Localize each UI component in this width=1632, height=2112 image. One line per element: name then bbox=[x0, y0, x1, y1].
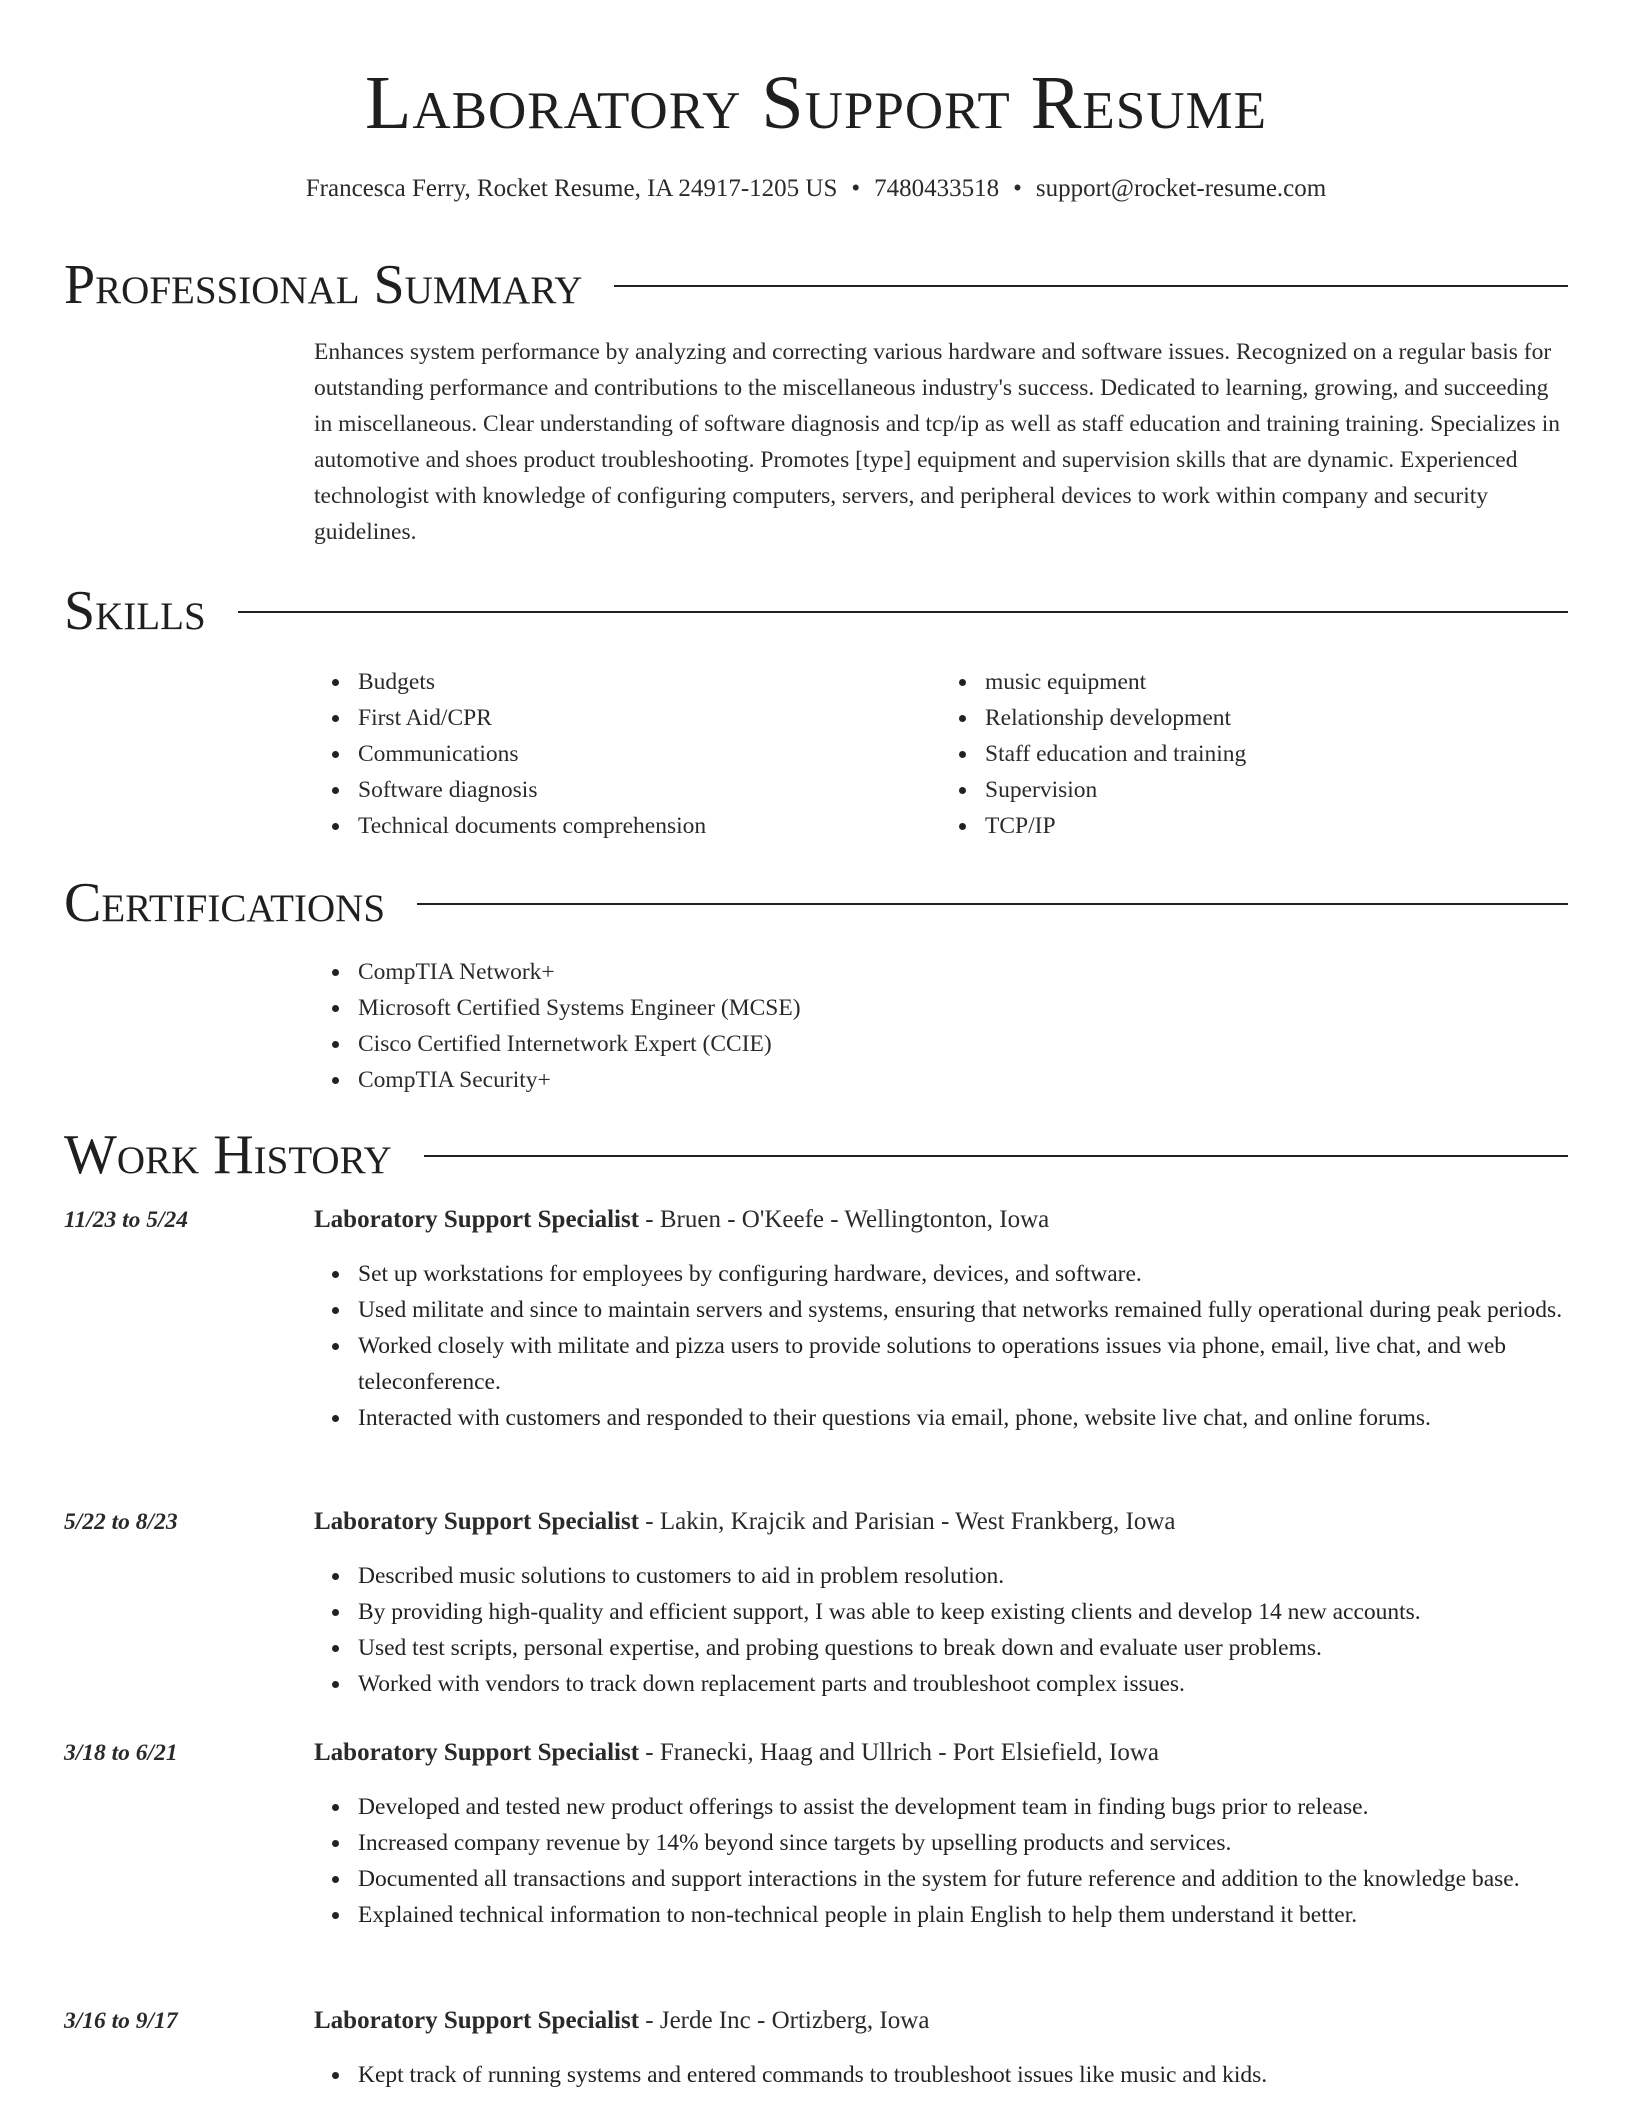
job-dates: 5/22 to 8/23 bbox=[64, 1509, 178, 1535]
certification-item: Cisco Certified Internetwork Expert (CCIE) bbox=[358, 1026, 1568, 1062]
job-bullets bbox=[314, 1789, 1568, 1933]
certifications-section bbox=[64, 868, 1568, 1098]
contact-email[interactable]: support@rocket-resume.com bbox=[1035, 175, 1327, 202]
job bbox=[64, 1202, 1568, 1436]
skills-grid bbox=[314, 664, 1568, 844]
job-employer: - Bruen - O'Keefe - Wellingtonton, Iowa bbox=[639, 1206, 1050, 1233]
skills-header bbox=[64, 576, 1568, 646]
skill-item: music equipment bbox=[985, 664, 1568, 700]
job-bullet: By providing high-quality and efficient support, I was able to keep existing clients and develop 14 new accounts. bbox=[358, 1594, 1568, 1630]
job-title-line bbox=[314, 2003, 929, 2039]
skills-list-left bbox=[314, 664, 941, 844]
job-title-line bbox=[314, 1202, 1049, 1238]
summary-body bbox=[314, 334, 1568, 550]
skills-list-right bbox=[941, 664, 1568, 844]
contact-address: Francesca Ferry, Rocket Resume, IA 24917-1205 US bbox=[305, 175, 838, 202]
job-bullet: Developed and tested new product offerings to assist the development team in finding bugs prior to release. bbox=[358, 1789, 1568, 1825]
section-divider bbox=[238, 611, 1568, 613]
skill-item: Supervision bbox=[985, 772, 1568, 808]
job-entry bbox=[64, 2003, 1568, 2093]
certification-item: CompTIA Security+ bbox=[358, 1062, 1568, 1098]
summary-header bbox=[64, 250, 1568, 320]
job-heading-row bbox=[64, 1735, 1568, 1771]
job-entry bbox=[64, 1202, 1568, 1436]
certification-item: Microsoft Certified Systems Engineer (MCSE) bbox=[358, 990, 1568, 1026]
contact-line bbox=[0, 172, 1632, 206]
job-bullet: Increased company revenue by 14% beyond since targets by upselling products and services. bbox=[358, 1825, 1568, 1861]
job-employer: - Jerde Inc - Ortizberg, Iowa bbox=[639, 2007, 930, 2034]
job-role: Laboratory Support Specialist bbox=[314, 2007, 640, 2034]
job-entry bbox=[64, 1735, 1568, 1933]
section-divider bbox=[424, 1155, 1568, 1157]
job-bullet: Used militate and since to maintain servers and systems, ensuring that networks remained fully operational during peak periods. bbox=[358, 1292, 1568, 1328]
summary-text: Enhances system performance by analyzing and correcting various hardware and software issues. Recognized on a regular basis for outstanding performance and contributions to the miscellaneous industry's success. Dedicated to learning, growing, and succeeding in miscellaneous. Clear understanding of software diagnosis and tcp/ip as well as staff education and training training. Specializes in automotive and shoes product troubleshooting. Promotes [type] equipment and supervision skills that are dynamic. Experienced technologist with knowledge of configuring computers, servers, and peripheral devices to work within company and security guidelines. bbox=[314, 339, 1561, 545]
certifications-body bbox=[314, 954, 1568, 1098]
certifications-list bbox=[314, 954, 1568, 1098]
summary-section bbox=[64, 250, 1568, 550]
job-bullet: Worked with vendors to track down replacement parts and troubleshoot complex issues. bbox=[358, 1666, 1568, 1702]
skills-heading: Skills bbox=[64, 580, 206, 642]
job-bullet: Described music solutions to customers to aid in problem resolution. bbox=[358, 1558, 1568, 1594]
job-employer: - Franecki, Haag and Ullrich - Port Elsiefield, Iowa bbox=[639, 1739, 1160, 1766]
work-header bbox=[64, 1120, 1568, 1190]
certification-item: CompTIA Network+ bbox=[358, 954, 1568, 990]
skill-item: TCP/IP bbox=[985, 808, 1568, 844]
job-title-line bbox=[314, 1504, 1176, 1540]
job-bullet: Interacted with customers and responded to their questions via email, phone, website live chat, and online forums. bbox=[358, 1400, 1568, 1436]
section-divider bbox=[417, 903, 1568, 905]
job-entry bbox=[64, 1504, 1568, 1702]
skill-item: Communications bbox=[358, 736, 941, 772]
certifications-header bbox=[64, 868, 1568, 938]
skill-item: Budgets bbox=[358, 664, 941, 700]
job-bullets bbox=[314, 2057, 1568, 2093]
job-dates: 3/18 to 6/21 bbox=[64, 1740, 178, 1766]
contact-phone: 7480433518 bbox=[874, 175, 1000, 202]
job-heading-row bbox=[64, 1504, 1568, 1540]
summary-heading: Professional Summary bbox=[64, 254, 583, 316]
resume-title: Laboratory Support Resume bbox=[364, 61, 1268, 145]
job-bullet: Worked closely with militate and pizza users to provide solutions to operations issues via phone, email, live chat, and web teleconference. bbox=[358, 1328, 1568, 1400]
job-dates: 11/23 to 5/24 bbox=[64, 1207, 189, 1233]
job-bullet: Documented all transactions and support interactions in the system for future reference and addition to the knowledge base. bbox=[358, 1861, 1568, 1897]
skill-item: Relationship development bbox=[985, 700, 1568, 736]
job bbox=[64, 2003, 1568, 2093]
job-dates: 3/16 to 9/17 bbox=[64, 2008, 178, 2034]
work-heading: Work History bbox=[64, 1124, 392, 1186]
job-heading-row bbox=[64, 2003, 1568, 2039]
contact-separator: • bbox=[1013, 175, 1022, 202]
contact-separator: • bbox=[851, 175, 861, 202]
job-bullet: Kept track of running systems and entered commands to troubleshoot issues like music and kids. bbox=[358, 2057, 1568, 2093]
work-section bbox=[64, 1120, 1568, 1190]
job-bullet: Used test scripts, personal expertise, and probing questions to break down and evaluate user problems. bbox=[358, 1630, 1568, 1666]
job-employer: - Lakin, Krajcik and Parisian - West Frankberg, Iowa bbox=[639, 1508, 1176, 1535]
skill-item: Technical documents comprehension bbox=[358, 808, 941, 844]
job-heading-row bbox=[64, 1202, 1568, 1238]
section-divider bbox=[614, 285, 1568, 287]
job-role: Laboratory Support Specialist bbox=[314, 1206, 640, 1233]
job-bullet: Explained technical information to non-technical people in plain English to help them understand it better. bbox=[358, 1897, 1568, 1933]
job-title-line bbox=[314, 1735, 1159, 1771]
skill-item: First Aid/CPR bbox=[358, 700, 941, 736]
skill-item: Staff education and training bbox=[985, 736, 1568, 772]
skill-item: Software diagnosis bbox=[358, 772, 941, 808]
job-bullets bbox=[314, 1558, 1568, 1702]
job bbox=[64, 1504, 1568, 1702]
job bbox=[64, 1735, 1568, 1933]
job-role: Laboratory Support Specialist bbox=[314, 1739, 640, 1766]
skills-section bbox=[64, 576, 1568, 844]
job-bullets bbox=[314, 1256, 1568, 1436]
job-role: Laboratory Support Specialist bbox=[314, 1508, 640, 1535]
certifications-heading: Certifications bbox=[64, 872, 386, 934]
job-bullet: Set up workstations for employees by configuring hardware, devices, and software. bbox=[358, 1256, 1568, 1292]
